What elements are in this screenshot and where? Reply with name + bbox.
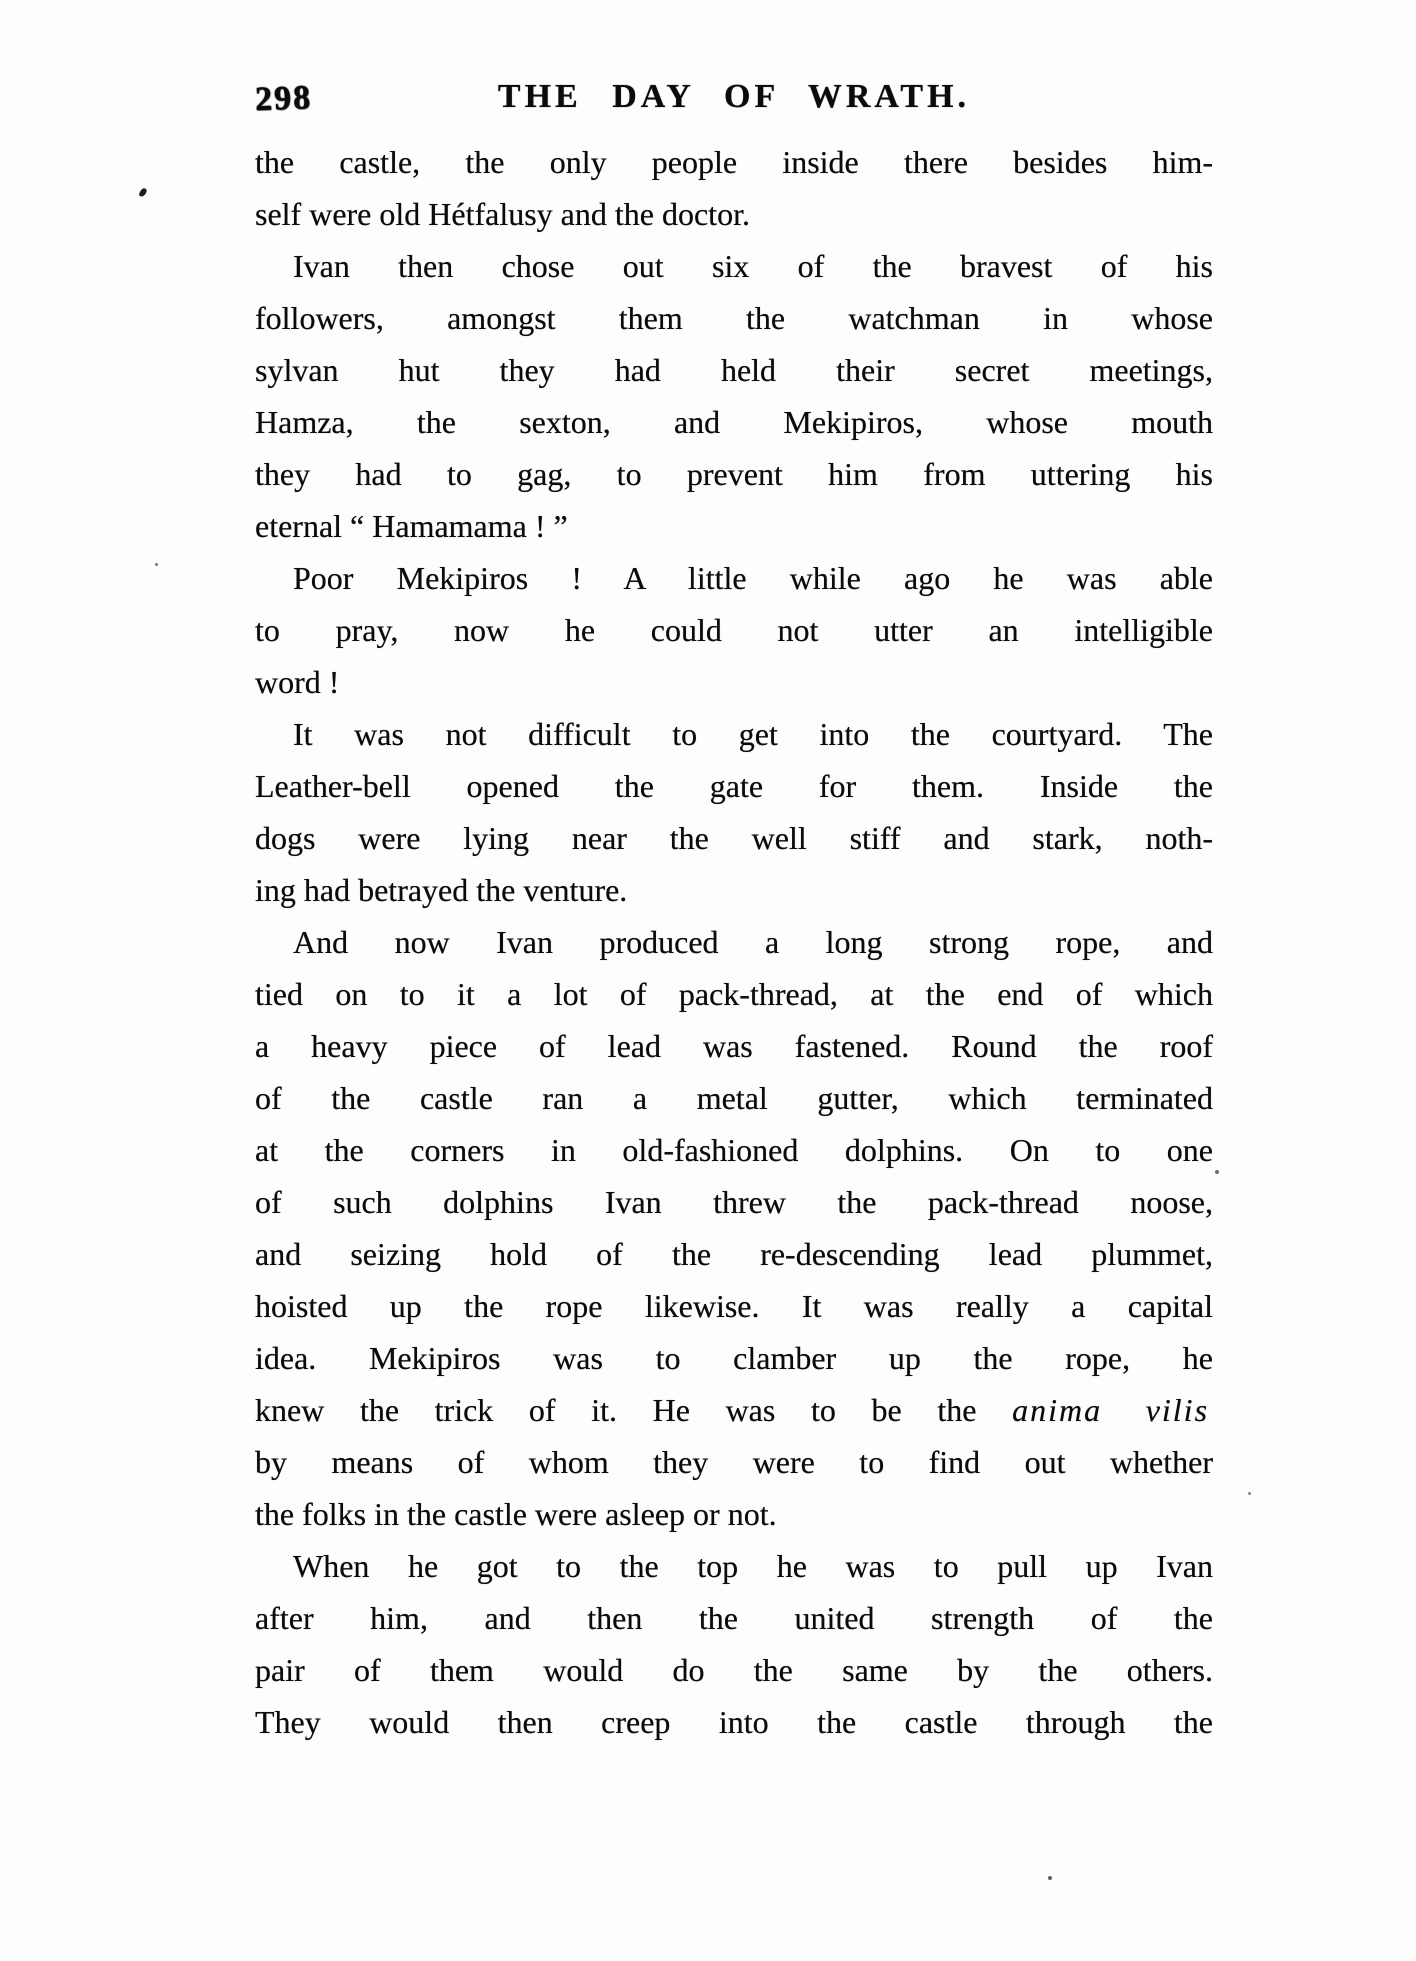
text-line: to pray, now he could not utter an intelligible <box>255 612 1213 648</box>
scan-speck <box>138 187 147 198</box>
text-line: and seizing hold of the re-descending lead plummet, <box>255 1236 1213 1272</box>
text-line: followers, amongst them the watchman in whose <box>255 300 1213 336</box>
text-line: a heavy piece of lead was fastened. Round the roof <box>255 1028 1213 1064</box>
text-line: the folks in the castle were asleep or not. <box>255 1496 777 1532</box>
page-number: 298 <box>254 79 313 118</box>
text-line: ing had betrayed the venture. <box>255 872 628 908</box>
text-line: eternal “ Hamamama ! ” <box>255 508 568 544</box>
text-line: they had to gag, to prevent him from uttering his <box>255 456 1213 492</box>
text-line: dogs were lying near the well stiff and stark, noth- <box>255 820 1213 856</box>
running-title: THE DAY OF WRATH. <box>497 78 971 115</box>
text-line: pair of them would do the same by the others. <box>255 1652 1213 1688</box>
text-line: after him, and then the united strength of the <box>255 1600 1213 1636</box>
scan-speck <box>1248 1492 1251 1495</box>
text-line: They would then creep into the castle through the <box>255 1704 1213 1740</box>
text-line: Ivan then chose out six of the bravest of his <box>293 248 1213 284</box>
text-line: Hamza, the sexton, and Mekipiros, whose mouth <box>255 404 1213 440</box>
text-line: hoisted up the rope likewise. It was really a capital <box>255 1288 1213 1324</box>
text-line: It was not difficult to get into the courtyard. The <box>293 716 1213 752</box>
text-line: of such dolphins Ivan threw the pack-thread noose, <box>255 1184 1213 1220</box>
text-line: Poor Mekipiros ! A little while ago he was able <box>293 560 1213 596</box>
text-line: tied on to it a lot of pack-thread, at the end of which <box>255 976 1213 1012</box>
scan-speck <box>155 563 158 566</box>
text-line: self were old Hétfalusy and the doctor. <box>255 196 750 232</box>
text-segment: knew the trick of it. He was to be the <box>255 1392 977 1428</box>
text-line: by means of whom they were to find out whether <box>255 1444 1213 1480</box>
text-line: word ! <box>255 664 340 700</box>
text-line: the castle, the only people inside there besides him- <box>255 144 1213 180</box>
text-line: sylvan hut they had held their secret meetings, <box>255 352 1213 388</box>
text-line: at the corners in old-fashioned dolphins. On to one <box>255 1132 1213 1168</box>
italic-latin-phrase: anima vilis <box>1012 1392 1210 1428</box>
text-line: of the castle ran a metal gutter, which terminated <box>255 1080 1213 1116</box>
text-line: When he got to the top he was to pull up Ivan <box>293 1548 1213 1584</box>
scan-speck <box>1215 1170 1219 1174</box>
text-line: idea. Mekipiros was to clamber up the rope, he <box>255 1340 1213 1376</box>
text-line <box>255 1384 1213 1436</box>
scan-speck <box>1048 1876 1052 1880</box>
text-line: Leather-bell opened the gate for them. Inside the <box>255 768 1213 804</box>
page-header <box>255 78 1213 120</box>
text-block <box>255 136 1213 1748</box>
text-line: And now Ivan produced a long strong rope, and <box>293 924 1213 960</box>
